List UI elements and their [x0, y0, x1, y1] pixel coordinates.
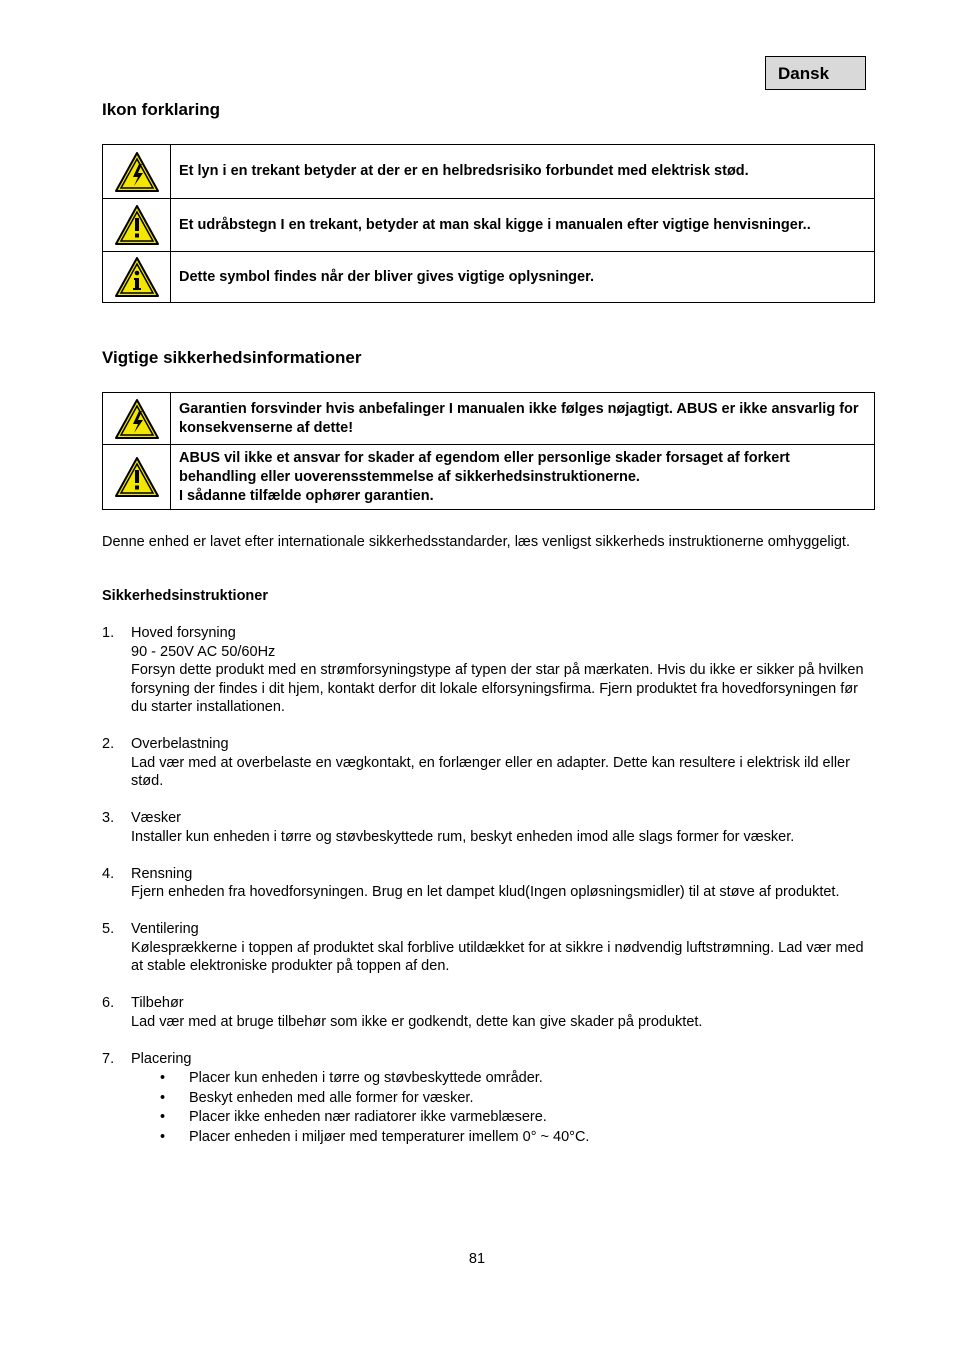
table-row [103, 252, 875, 303]
bullet-text: Placer kun enheden i tørre og støvbeskyttede områder. [189, 1070, 543, 1086]
item-title: Rensning [131, 865, 193, 882]
item-line: 90 - 250V AC 50/60Hz [131, 643, 276, 660]
list-item [102, 624, 877, 717]
item-line: Kølesprækkerne i toppen af produktet skal forblive utildækket for at sikkre i nødvendig luftstrømning. Lad vær med at stable elektroniske produkter på toppen af den. [131, 939, 864, 974]
table-row [103, 445, 875, 510]
icon-legend-table [102, 144, 875, 303]
exclamation-warning-icon [103, 199, 171, 252]
bullet-text: Beskyt enheden med alle former for væsker. [189, 1089, 474, 1106]
section-title-icon-legend: Ikon forklaring [102, 100, 221, 119]
item-title: Ventilering [131, 921, 199, 937]
info-warning-icon [103, 252, 171, 303]
safety-table [102, 392, 875, 510]
item-line: Lad vær med at bruge tilbehør som ikke er godkendt, dette kan give skader på produktet. [131, 1013, 703, 1030]
list-item [102, 865, 877, 902]
item-number: 7. [102, 1050, 115, 1067]
section-title-safety: Vigtige sikkerhedsinformationer [102, 348, 362, 367]
bullet-item [131, 1089, 877, 1109]
item-line: Lad vær med at overbelaste en vægkontakt, en forlænger eller en adapter. Dette kan resultere i elektrisk ild eller stød. [131, 754, 850, 789]
table-row [103, 199, 875, 252]
intro-paragraph: Denne enhed er lavet efter internationale sikkerhedsstandarder, læs venligst sikkerheds instruktionerne omhyggeligt. [102, 534, 850, 550]
item-number: 1. [102, 625, 115, 641]
item-title: Væsker [131, 810, 181, 826]
safety-text [171, 445, 875, 510]
item-line: Installer kun enheden i tørre og støvbeskyttede rum, beskyt enheden imod alle slags former for væsker. [131, 828, 795, 845]
bullet-icon: • [160, 1089, 166, 1106]
item-title: Overbelastning [131, 736, 229, 752]
lightning-warning-icon [103, 393, 171, 445]
bullet-item [131, 1108, 877, 1128]
language-tab: Dansk [765, 56, 866, 90]
item-number: 6. [102, 995, 115, 1011]
bullet-text: Placer enheden i miljøer med temperaturer imellem 0° ~ 40°C. [189, 1128, 590, 1145]
bullet-icon: • [160, 1109, 166, 1125]
bullet-item [131, 1128, 877, 1148]
table-row [103, 393, 875, 445]
list-item [102, 1050, 877, 1148]
bullet-text: Placer ikke enheden nær radiatorer ikke varmeblæsere. [189, 1109, 547, 1125]
item-title: Placering [131, 1050, 192, 1067]
item-title: Tilbehør [131, 995, 184, 1011]
list-item [102, 735, 877, 791]
item-number: 3. [102, 810, 115, 826]
legend-text: Et udråbstegn I en trekant, betyder at man skal kigge i manualen efter vigtige henvisninger.. [171, 199, 875, 252]
legend-text: Dette symbol findes når der bliver gives vigtige oplysninger. [171, 252, 875, 303]
instructions-heading: Sikkerhedsinstruktioner [102, 588, 268, 604]
exclamation-warning-icon [103, 445, 171, 510]
item-number: 4. [102, 865, 115, 882]
list-item [102, 809, 877, 846]
bullet-list [131, 1069, 877, 1147]
safety-text-line: ABUS vil ikke et ansvar for skader af egendom eller personlige skader forsaget af forkert behandling eller uoverensstemmelse af sikkerhedsinstruktionerne. [179, 449, 790, 485]
table-row [103, 145, 875, 199]
list-item [102, 920, 877, 976]
item-number: 5. [102, 921, 115, 937]
item-line: Forsyn dette produkt med en strømforsyningstype af typen der star på mærkaten. Hvis du ikke er sikker på hvilken forsyning der findes i dit hjem, kontakt derfor dit lokale elforsyningsfirma. Fjern produktet fra hovedforsyningen før du starter installationen. [131, 662, 864, 715]
item-title: Hoved forsyning [131, 625, 236, 641]
safety-text-line: I sådanne tilfælde ophører garantien. [179, 487, 434, 504]
page-number: 81 [468, 1251, 486, 1267]
instructions-list [102, 624, 877, 1166]
bullet-item [131, 1069, 877, 1089]
list-item [102, 994, 877, 1031]
safety-text: Garantien forsvinder hvis anbefalinger I manualen ikke følges nøjagtigt. ABUS er ikke ansvarlig for konsekvenserne af dette! [171, 393, 875, 445]
bullet-icon: • [160, 1128, 166, 1145]
item-number: 2. [102, 736, 115, 752]
bullet-icon: • [160, 1070, 166, 1086]
item-line: Fjern enheden fra hovedforsyningen. Brug en let dampet klud(Ingen opløsningsmidler) til at støve af produktet. [131, 884, 840, 900]
lightning-warning-icon [103, 145, 171, 199]
legend-text: Et lyn i en trekant betyder at der er en helbredsrisiko forbundet med elektrisk stød. [171, 145, 875, 199]
